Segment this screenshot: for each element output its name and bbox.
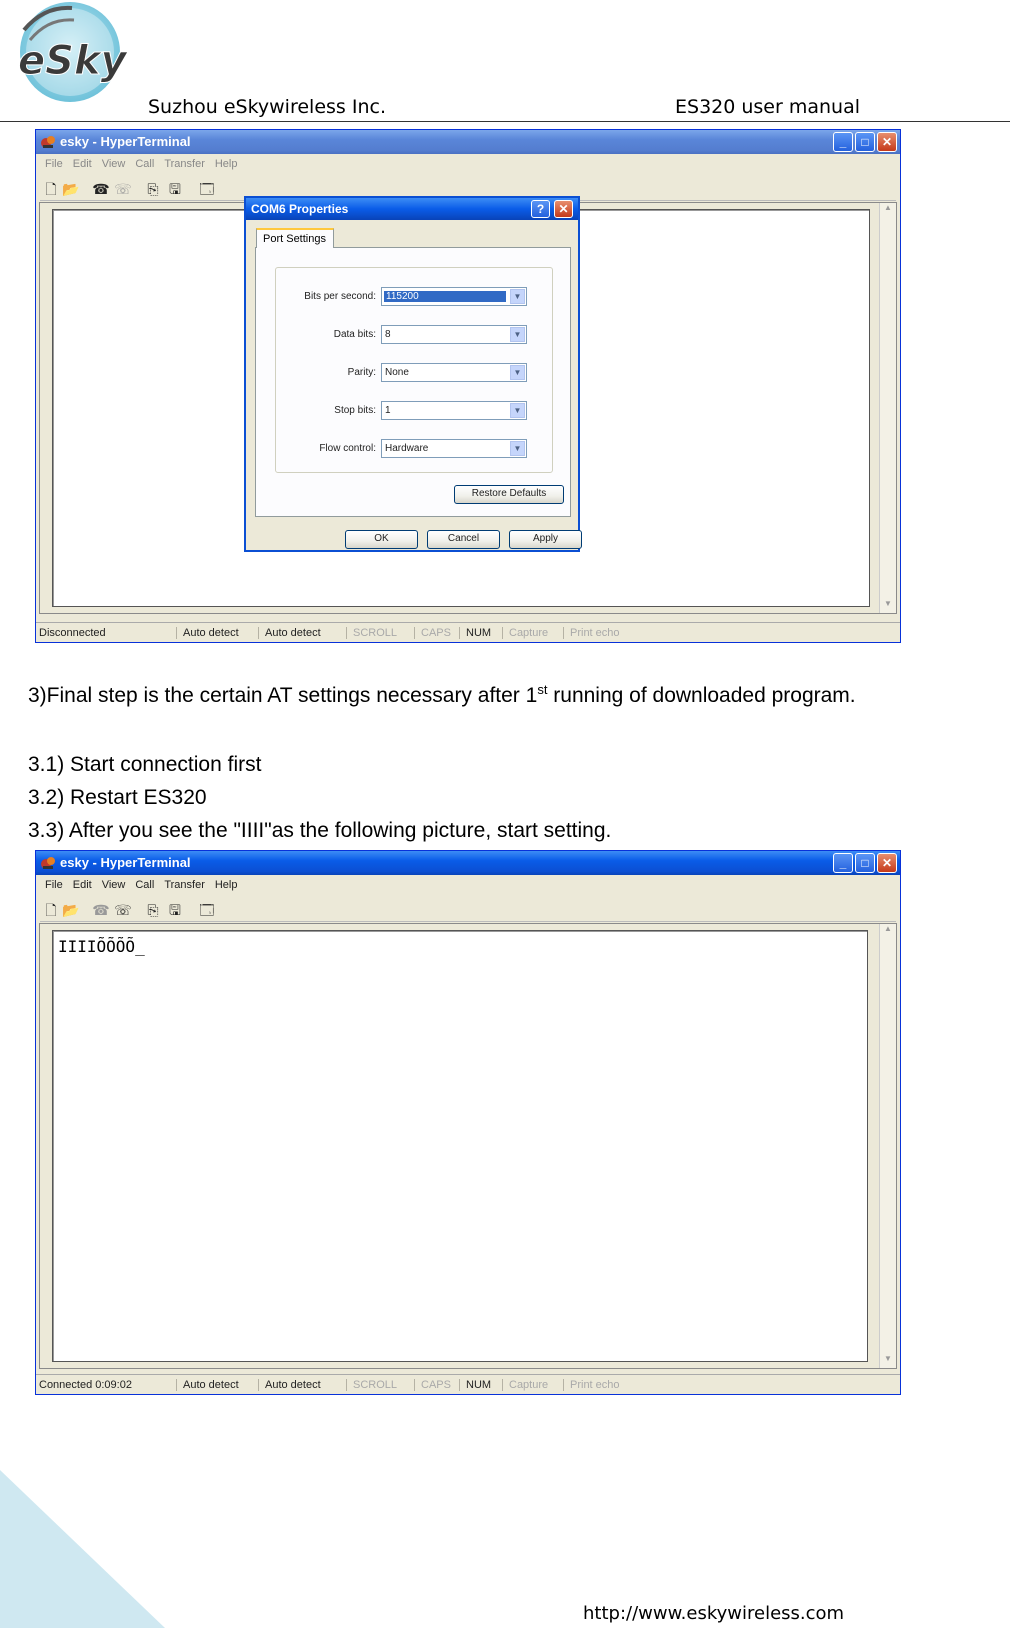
- parity-select[interactable]: [381, 363, 527, 382]
- properties-icon[interactable]: 🗔: [199, 902, 215, 918]
- disconnect-icon[interactable]: ☏: [114, 902, 132, 918]
- status-print-echo: Print echo: [563, 1379, 620, 1391]
- corner-decoration: [0, 1470, 165, 1628]
- dialog-title-bar[interactable]: [246, 198, 578, 220]
- receive-icon[interactable]: 🖫: [169, 902, 181, 918]
- close-button[interactable]: ✕: [877, 853, 897, 873]
- hyperterminal-window-1: [35, 129, 901, 643]
- stop-bits-value: 1: [385, 405, 391, 416]
- step-3-text-post: running of downloaded program.: [547, 684, 856, 707]
- tab-port-settings[interactable]: Port Settings: [256, 228, 334, 248]
- step-3-paragraph: [28, 682, 856, 708]
- toolbar: [40, 898, 896, 922]
- scroll-up-icon[interactable]: ▲: [884, 924, 892, 933]
- bits-per-second-value: 115200: [384, 291, 506, 302]
- minimize-button[interactable]: _: [833, 853, 853, 873]
- status-capture: Capture: [502, 1379, 548, 1391]
- apply-button[interactable]: Apply: [509, 530, 582, 549]
- settings-group: [275, 267, 553, 473]
- menu-transfer[interactable]: Transfer: [164, 158, 205, 170]
- esky-logo: [14, 0, 139, 108]
- parity-label: Parity:: [347, 367, 376, 378]
- status-emulation: Auto detect: [176, 1379, 239, 1391]
- terminal-frame: [39, 923, 897, 1369]
- hyperterminal-app-icon: [40, 134, 56, 150]
- status-scroll: SCROLL: [346, 1379, 397, 1391]
- step-3-text-pre: 3)Final step is the certain AT settings necessary after 1: [28, 684, 538, 707]
- status-caps: CAPS: [414, 1379, 451, 1391]
- flow-control-label: Flow control:: [319, 443, 376, 454]
- stop-bits-label: Stop bits:: [334, 405, 376, 416]
- status-scroll: SCROLL: [346, 627, 397, 639]
- phone-icon[interactable]: ☎: [92, 902, 110, 918]
- menu-edit[interactable]: Edit: [72, 879, 92, 891]
- header-manual-title: ES320 user manual: [675, 96, 861, 118]
- menu-help[interactable]: Help: [214, 158, 238, 170]
- receive-icon[interactable]: 🖫: [169, 181, 181, 197]
- menu-edit[interactable]: Edit: [72, 158, 92, 170]
- chevron-down-icon[interactable]: ▼: [510, 327, 525, 342]
- bits-per-second-select[interactable]: [381, 287, 527, 306]
- chevron-down-icon[interactable]: ▼: [510, 403, 525, 418]
- open-folder-icon[interactable]: 📂: [62, 181, 80, 197]
- phone-icon[interactable]: ☎: [92, 181, 110, 197]
- status-num: NUM: [459, 1379, 491, 1391]
- title-bar[interactable]: [36, 851, 900, 875]
- new-file-icon[interactable]: 🗋: [45, 902, 57, 918]
- menu-bar: [40, 155, 242, 175]
- menu-call[interactable]: Call: [135, 879, 155, 891]
- flow-control-value: Hardware: [385, 443, 429, 454]
- chevron-down-icon[interactable]: ▼: [510, 441, 525, 456]
- parity-value: None: [385, 367, 409, 378]
- hyperterminal-window-2: [35, 850, 901, 1395]
- menu-help[interactable]: Help: [214, 879, 238, 891]
- header-company: Suzhou eSkywireless Inc.: [148, 96, 386, 118]
- restore-defaults-button[interactable]: Restore Defaults: [454, 485, 564, 504]
- properties-icon[interactable]: 🗔: [199, 181, 215, 197]
- flow-control-row: [276, 439, 554, 459]
- chevron-down-icon[interactable]: ▼: [510, 289, 525, 304]
- stop-bits-row: [276, 401, 554, 421]
- data-bits-value: 8: [385, 329, 391, 340]
- status-connection: Disconnected: [39, 627, 106, 639]
- vertical-scrollbar[interactable]: [879, 203, 896, 613]
- send-icon[interactable]: ⎘: [147, 902, 159, 918]
- terminal-output: IIIIÕÕÕÕ_: [58, 937, 145, 956]
- dialog-close-icon[interactable]: ✕: [554, 200, 573, 218]
- step-3-superscript: st: [537, 682, 548, 697]
- status-num: NUM: [459, 627, 491, 639]
- data-bits-label: Data bits:: [333, 329, 376, 340]
- hyperterminal-app-icon: [40, 855, 56, 871]
- data-bits-row: [276, 325, 554, 345]
- open-folder-icon[interactable]: 📂: [62, 902, 80, 918]
- window-title: esky - HyperTerminal: [60, 855, 191, 870]
- help-icon[interactable]: ?: [531, 200, 550, 218]
- step-3-3: 3.3) After you see the "IIII"as the following picture, start setting.: [28, 819, 612, 842]
- scroll-down-icon[interactable]: ▼: [884, 1354, 892, 1363]
- step-3-2: 3.2) Restart ES320: [28, 786, 207, 809]
- window-title: esky - HyperTerminal: [60, 134, 191, 149]
- disconnect-icon[interactable]: ☏: [114, 181, 132, 197]
- menu-transfer[interactable]: Transfer: [164, 879, 205, 891]
- parity-row: [276, 363, 554, 383]
- maximize-button[interactable]: □: [855, 853, 875, 873]
- status-bar: [36, 622, 900, 642]
- status-bar: [36, 1374, 900, 1394]
- new-file-icon[interactable]: 🗋: [45, 181, 57, 197]
- status-emulation: Auto detect: [176, 627, 239, 639]
- status-baud: Auto detect: [258, 1379, 321, 1391]
- status-print-echo: Print echo: [563, 627, 620, 639]
- menu-bar: [40, 876, 242, 896]
- maximize-button[interactable]: □: [855, 132, 875, 152]
- bits-per-second-row: [276, 287, 554, 307]
- com6-properties-dialog: [244, 196, 580, 552]
- stop-bits-select[interactable]: [381, 401, 527, 420]
- menu-call[interactable]: Call: [135, 158, 155, 170]
- menu-file[interactable]: File: [45, 879, 63, 891]
- status-connection: Connected 0:09:02: [39, 1379, 132, 1391]
- port-settings-panel: [255, 247, 571, 517]
- chevron-down-icon[interactable]: ▼: [510, 365, 525, 380]
- menu-file[interactable]: File: [45, 158, 63, 170]
- dialog-title: COM6 Properties: [251, 202, 349, 216]
- step-3-1: 3.1) Start connection first: [28, 753, 262, 776]
- ok-button[interactable]: OK: [345, 530, 418, 549]
- header-rule: [0, 121, 1010, 122]
- footer-url: http://www.eskywireless.com: [583, 1603, 845, 1624]
- menu-view[interactable]: View: [101, 158, 126, 170]
- title-bar[interactable]: [36, 130, 900, 154]
- status-capture: Capture: [502, 627, 548, 639]
- menu-view[interactable]: View: [101, 879, 126, 891]
- svg-text:eSky: eSky: [18, 38, 127, 84]
- flow-control-select[interactable]: [381, 439, 527, 458]
- bits-per-second-label: Bits per second:: [304, 291, 376, 302]
- terminal-screen[interactable]: [52, 930, 868, 1362]
- cancel-button[interactable]: Cancel: [427, 530, 500, 549]
- data-bits-select[interactable]: [381, 325, 527, 344]
- scroll-down-icon[interactable]: ▼: [884, 599, 892, 608]
- status-caps: CAPS: [414, 627, 451, 639]
- close-button[interactable]: ✕: [877, 132, 897, 152]
- scroll-up-icon[interactable]: ▲: [884, 203, 892, 212]
- status-baud: Auto detect: [258, 627, 321, 639]
- vertical-scrollbar[interactable]: [879, 924, 896, 1368]
- minimize-button[interactable]: _: [833, 132, 853, 152]
- send-icon[interactable]: ⎘: [147, 181, 159, 197]
